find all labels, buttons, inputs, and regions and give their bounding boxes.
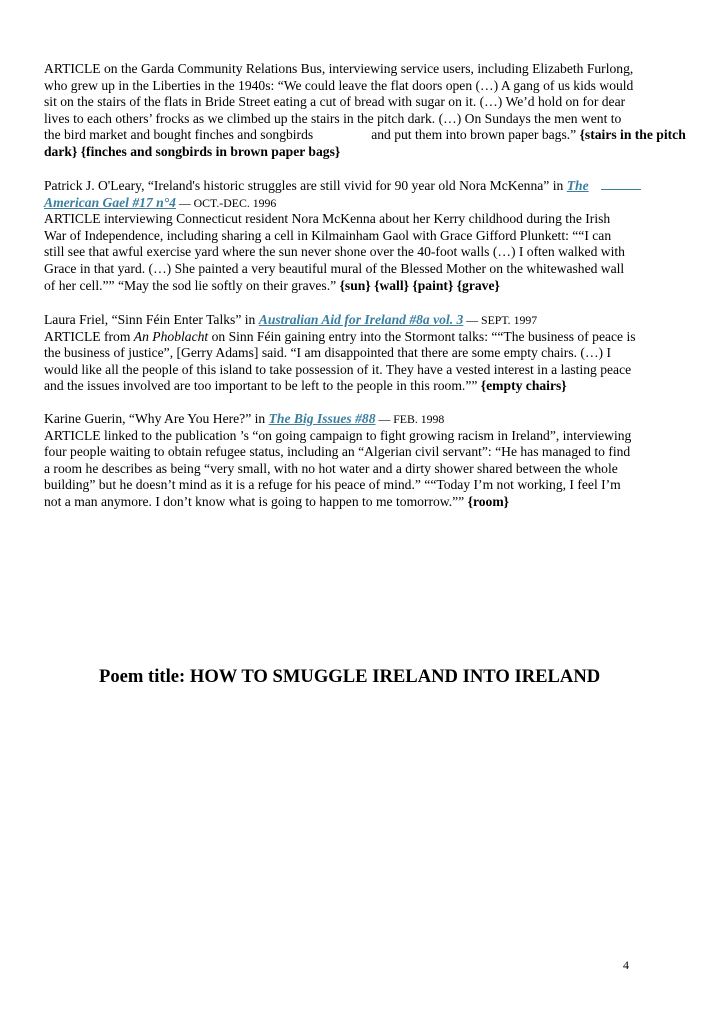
entry-text-line: would like all the people of this island to take possession of it. They have a vested interest in a lasting peace <box>44 361 632 377</box>
entry-text: ARTICLE from <box>44 328 134 344</box>
date: — FEB. 1998 <box>375 412 445 426</box>
entry-text-line: War of Independence, including sharing a cell in Kilmainham Gaol with Grace Gifford Plunkett: ““I can <box>44 227 612 243</box>
publication-link[interactable]: The Big Issues #88 <box>268 411 376 426</box>
tags: {room} <box>467 493 510 509</box>
entry-text-line <box>44 378 716 395</box>
entry-text-line <box>44 127 716 144</box>
citation-text: Patrick J. O'Leary, “Ireland's historic struggles are still vivid for 90 year old Nora McKenna” in <box>44 178 567 193</box>
entry-text-line: still see that awful exercise yard where the sun never shone over the 40-foot walls (…) I often walked with <box>44 244 625 260</box>
citation-text: Laura Friel, “Sinn Féin Enter Talks” in <box>44 312 259 327</box>
entry-text-line: sit on the stairs of the flats in Bride Street eating a cut of bread with sugar on it. (…) We’d hold on for dear <box>44 94 626 110</box>
entry-text-line: a room he describes as being “very small, with no hot water and a dirty shower shared between the whole <box>44 460 618 476</box>
entry-text-line: ARTICLE linked to the publication ’s “on going campaign to fight growing racism in Ireland”, interviewing <box>44 427 632 443</box>
entry-text: the bird market and bought finches and songbirds <box>44 127 314 143</box>
date: — SEPT. 1997 <box>463 313 538 327</box>
entry-text-line: lives to each others’ frocks as we climbed up the stairs in the pitch dark. (…) On Sundays the men went to <box>44 110 622 126</box>
publication-link[interactable]: The <box>566 178 589 193</box>
tags: dark} {finches and songbirds in brown paper bags} <box>44 143 341 159</box>
citation-line <box>44 178 716 195</box>
entry-garda-bus <box>44 61 716 161</box>
entry-text-line: ARTICLE interviewing Connecticut resident Nora McKenna about her Kerry childhood during the Irish <box>44 211 611 227</box>
entry-text: on Sinn Féin gaining entry into the Stormont talks: ““The business of peace is <box>208 328 636 344</box>
entry-text-line: ARTICLE on the Garda Community Relations Bus, interviewing service users, including Elizabeth Furlong, <box>44 61 634 76</box>
entry-text-line: four people waiting to obtain refugee status, including an “Algerian civil servant”: “He has managed to find <box>44 444 631 460</box>
entry-text-line <box>44 278 716 295</box>
entry-text-line: Grace in that yard. (…) She painted a very beautiful mural of the Blessed Mother on the whitewashed wall <box>44 260 625 276</box>
entry-text-line <box>44 329 716 346</box>
link-underline <box>601 178 641 190</box>
page-number: 4 <box>623 958 629 972</box>
citation-line <box>44 312 716 329</box>
date: — OCT.-DEC. 1996 <box>175 195 277 210</box>
entry-refugees <box>44 411 716 511</box>
entry-text: and put them into brown paper bags.” <box>371 127 580 143</box>
entry-text-line <box>44 494 716 511</box>
tags: {stairs in the pitch <box>579 127 686 143</box>
poem-title: Poem title: HOW TO SMUGGLE IRELAND INTO IRELAND <box>99 666 601 687</box>
entry-nora-mckenna <box>44 178 716 294</box>
entry-sinn-fein-talks <box>44 312 716 395</box>
publication-name: An Phoblacht <box>133 328 209 344</box>
citation-text: Karine Guerin, “Why Are You Here?” in <box>44 411 269 426</box>
tags: {empty chairs} <box>480 378 567 394</box>
entry-text-line: who grew up in the Liberties in the 1940s: “We could leave the flat doors open (…) A gang of us kids would <box>44 77 634 93</box>
entry-text-line: building” but he doesn’t mind as it is a refuge for his peace of mind.” ““Today I’m not working, I feel I’m <box>44 477 621 493</box>
citation-line <box>44 411 716 428</box>
entry-text: of her cell.”” “May the sod lie softly on their graves.” <box>44 277 340 293</box>
entry-text-line: the business of justice”, [Gerry Adams] said. “I am disappointed that there are some empty chairs. (…) I <box>44 345 611 361</box>
tags: {sun} {wall} {paint} {grave} <box>339 277 500 293</box>
entry-text: not a man anymore. I don’t know what is going to happen to me tomorrow.”” <box>44 493 468 509</box>
publication-link[interactable]: American Gael #17 n°4 <box>44 194 176 210</box>
publication-link[interactable]: Australian Aid for Ireland #8a vol. 3 <box>258 312 464 327</box>
entry-text: and the issues involved are too important to be left to the people in this room.”” <box>44 378 481 394</box>
citation-line <box>44 195 716 212</box>
